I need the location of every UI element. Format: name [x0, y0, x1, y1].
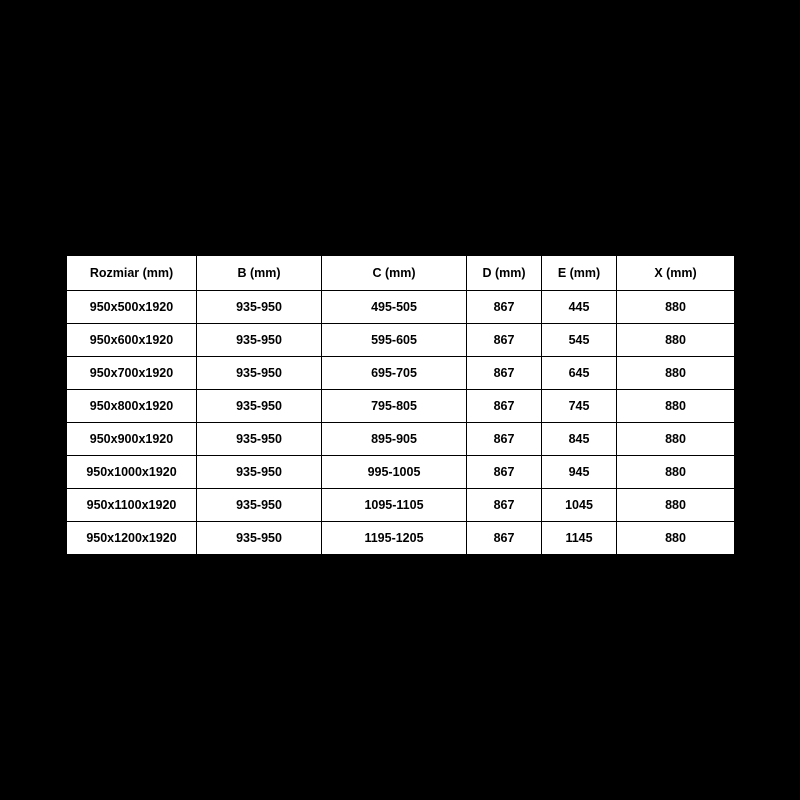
- column-header-d: D (mm): [467, 256, 542, 291]
- table-row: [67, 357, 735, 390]
- cell-d: 867: [467, 291, 542, 324]
- cell-d: 867: [467, 456, 542, 489]
- cell-x: 880: [617, 522, 735, 555]
- column-header-b: B (mm): [197, 256, 322, 291]
- cell-d: 867: [467, 423, 542, 456]
- cell-e: 1145: [542, 522, 617, 555]
- cell-x: 880: [617, 390, 735, 423]
- cell-x: 880: [617, 423, 735, 456]
- cell-b: 935-950: [197, 456, 322, 489]
- cell-b: 935-950: [197, 357, 322, 390]
- cell-rozmiar: 950x1200x1920: [67, 522, 197, 555]
- cell-e: 945: [542, 456, 617, 489]
- cell-b: 935-950: [197, 324, 322, 357]
- cell-e: 545: [542, 324, 617, 357]
- cell-d: 867: [467, 324, 542, 357]
- cell-c: 1195-1205: [322, 522, 467, 555]
- cell-x: 880: [617, 489, 735, 522]
- cell-d: 867: [467, 390, 542, 423]
- table-row: [67, 324, 735, 357]
- cell-rozmiar: 950x600x1920: [67, 324, 197, 357]
- cell-c: 795-805: [322, 390, 467, 423]
- table-row: [67, 291, 735, 324]
- cell-x: 880: [617, 456, 735, 489]
- cell-rozmiar: 950x800x1920: [67, 390, 197, 423]
- cell-b: 935-950: [197, 423, 322, 456]
- cell-rozmiar: 950x1100x1920: [67, 489, 197, 522]
- table-row: [67, 489, 735, 522]
- cell-e: 645: [542, 357, 617, 390]
- cell-b: 935-950: [197, 489, 322, 522]
- table-row: [67, 522, 735, 555]
- cell-c: 995-1005: [322, 456, 467, 489]
- cell-d: 867: [467, 522, 542, 555]
- table-row: [67, 423, 735, 456]
- cell-e: 1045: [542, 489, 617, 522]
- cell-x: 880: [617, 324, 735, 357]
- cell-e: 445: [542, 291, 617, 324]
- dimensions-table-container: [66, 255, 734, 555]
- cell-b: 935-950: [197, 522, 322, 555]
- column-header-e: E (mm): [542, 256, 617, 291]
- table-header-row: [67, 256, 735, 291]
- cell-rozmiar: 950x500x1920: [67, 291, 197, 324]
- cell-x: 880: [617, 291, 735, 324]
- table-row: [67, 456, 735, 489]
- cell-rozmiar: 950x700x1920: [67, 357, 197, 390]
- cell-c: 695-705: [322, 357, 467, 390]
- cell-rozmiar: 950x1000x1920: [67, 456, 197, 489]
- table-row: [67, 390, 735, 423]
- cell-e: 745: [542, 390, 617, 423]
- cell-c: 895-905: [322, 423, 467, 456]
- cell-b: 935-950: [197, 390, 322, 423]
- cell-c: 495-505: [322, 291, 467, 324]
- cell-c: 1095-1105: [322, 489, 467, 522]
- cell-x: 880: [617, 357, 735, 390]
- column-header-c: C (mm): [322, 256, 467, 291]
- dimensions-table: [66, 255, 735, 555]
- cell-b: 935-950: [197, 291, 322, 324]
- column-header-x: X (mm): [617, 256, 735, 291]
- column-header-rozmiar: Rozmiar (mm): [67, 256, 197, 291]
- cell-e: 845: [542, 423, 617, 456]
- cell-rozmiar: 950x900x1920: [67, 423, 197, 456]
- cell-d: 867: [467, 489, 542, 522]
- cell-c: 595-605: [322, 324, 467, 357]
- cell-d: 867: [467, 357, 542, 390]
